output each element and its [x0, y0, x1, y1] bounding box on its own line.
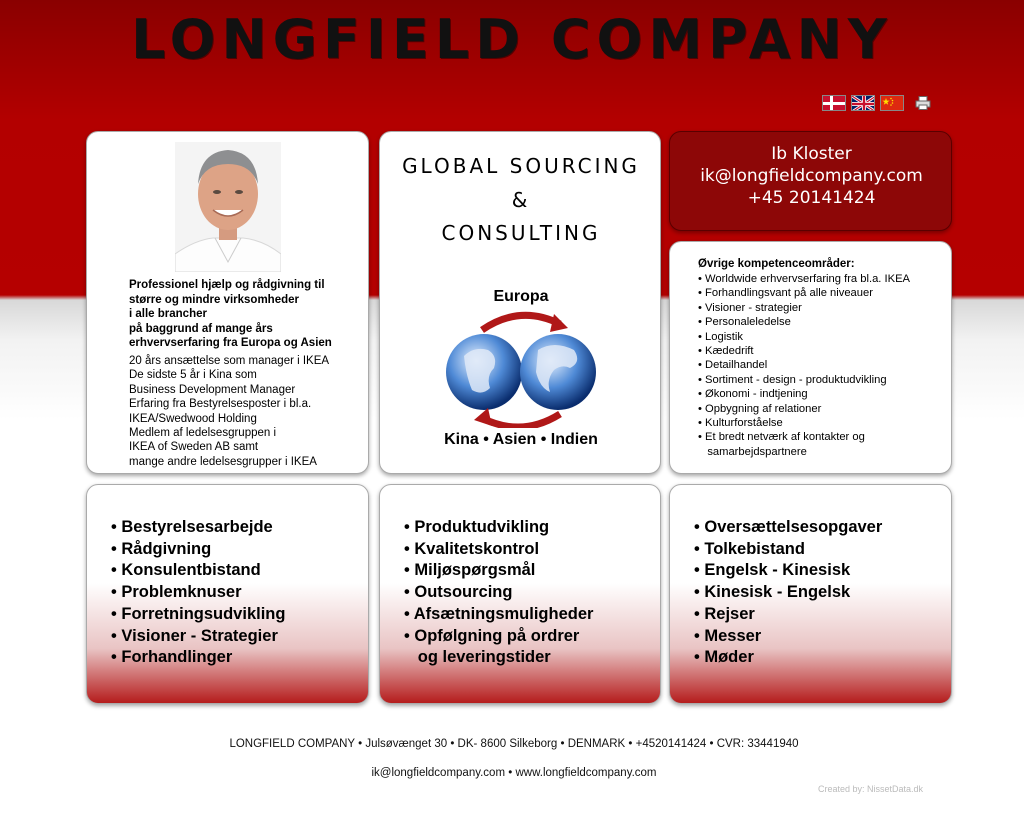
- competence-panel: [669, 241, 952, 474]
- list-item: • Rejser: [694, 604, 755, 623]
- intro-line: større og mindre virksomheder: [129, 293, 299, 306]
- list-item: • Produktudvikling: [404, 518, 550, 536]
- footer-email-link[interactable]: ik@longfieldcompany.com: [371, 767, 506, 779]
- list-item: • Outsourcing: [404, 583, 513, 602]
- intro-line: Professionel hjælp og rådgivning til: [129, 279, 325, 291]
- list-item: • Visioner - Strategier: [111, 626, 278, 645]
- sourcing-panel: [379, 131, 661, 474]
- services-list: [404, 517, 593, 669]
- services-panel-board: [86, 484, 369, 704]
- region-europe-label: Europa: [493, 288, 549, 305]
- print-icon[interactable]: [915, 96, 931, 110]
- contact-panel: [669, 131, 952, 231]
- intro-line: på baggrund af mange års: [129, 322, 273, 335]
- language-selector: [822, 95, 931, 111]
- list-item: • Kulturforståelse: [698, 417, 783, 430]
- list-item: • Kædedrift: [698, 345, 754, 358]
- sourcing-heading-line1: GLOBAL SOURCING: [402, 154, 640, 178]
- list-item: • Forhandlingsvant på alle niveauer: [698, 287, 873, 300]
- sourcing-heading-ampersand: &: [511, 188, 531, 212]
- list-item: • Afsætningsmuligheder: [404, 604, 594, 623]
- list-item: • Visioner - strategier: [698, 301, 802, 314]
- fact-line: IKEA of Sweden AB samt: [129, 441, 259, 454]
- intro-line: i alle brancher: [129, 308, 207, 320]
- contact-phone: +45 20141424: [747, 188, 876, 208]
- list-item: • Logistik: [698, 330, 743, 343]
- footer-address: LONGFIELD COMPANY • Julsøvænget 30 • DK- 8600 Silkeborg • DENMARK • +4520141424 • CVR: 33441940: [229, 738, 799, 750]
- fact-line: Business Development Manager: [129, 383, 296, 396]
- region-asia-label: Kina • Asien • Indien: [444, 431, 598, 448]
- list-item: • Opfølgning på ordrer: [404, 626, 580, 645]
- list-item: • Forretningsudvikling: [111, 604, 286, 623]
- fact-line: IKEA/Swedwood Holding: [129, 412, 257, 425]
- chinese-flag-icon[interactable]: [880, 95, 904, 111]
- list-item: • Opbygning af relationer: [698, 402, 822, 415]
- list-item: • Problemknuser: [111, 583, 242, 602]
- fact-line: Erfaring fra Bestyrelsesposter i bl.a.: [129, 398, 312, 411]
- list-item: • Oversættelsesopgaver: [694, 518, 883, 536]
- list-item: • Kvalitetskontrol: [404, 539, 540, 558]
- list-item: • Engelsk - Kinesisk: [694, 561, 851, 580]
- fact-line: De sidste 5 år i Kina som: [129, 369, 257, 382]
- list-item: • Tolkebistand: [694, 539, 805, 558]
- fact-line: 20 års ansættelse som manager i IKEA: [129, 355, 330, 367]
- list-item: • Worldwide erhvervserfaring fra bl.a. IKEA: [698, 273, 911, 285]
- list-item: • Rådgivning: [111, 539, 212, 558]
- list-item: • Forhandlinger: [111, 648, 233, 667]
- list-item: • Økonomi - indtjening: [698, 388, 808, 401]
- danish-flag-icon[interactable]: [822, 95, 846, 111]
- profile-panel: [86, 131, 369, 474]
- credit-link[interactable]: Created by: NissetData.dk: [818, 784, 924, 794]
- competence-title: Øvrige kompetenceområder:: [698, 258, 855, 270]
- list-item: • Detailhandel: [698, 359, 768, 372]
- list-item: • Et bredt netværk af kontakter og: [698, 431, 865, 444]
- profile-intro: [129, 278, 359, 351]
- competence-list: [698, 272, 948, 459]
- list-item: • Personaleledelse: [698, 316, 791, 329]
- services-list: [111, 517, 285, 669]
- list-item: • Sortiment - design - produktudvikling: [698, 373, 887, 386]
- services-panel-translation: [669, 484, 952, 704]
- page-title: LONGFIELD COMPANY: [131, 8, 893, 71]
- profile-facts: [129, 354, 365, 469]
- list-item: • Miljøspørgsmål: [404, 561, 536, 580]
- list-item: • Konsulentbistand: [111, 561, 261, 580]
- services-panel-product: [379, 484, 661, 704]
- sourcing-heading-line2: CONSULTING: [441, 221, 601, 245]
- contact-name: Ib Kloster: [771, 144, 852, 164]
- english-flag-icon[interactable]: [851, 95, 875, 111]
- list-item: samarbejdspartnere: [698, 445, 807, 458]
- contact-email-link[interactable]: ik@longfieldcompany.com: [700, 166, 923, 186]
- fact-line: mange andre ledelsesgrupper i IKEA: [129, 455, 317, 468]
- services-list: [694, 517, 882, 669]
- footer-links: [0, 767, 1024, 779]
- list-item: og leveringstider: [404, 648, 551, 667]
- fact-line: Medlem af ledelsesgruppen i: [129, 427, 277, 440]
- footer-separator: •: [505, 767, 516, 779]
- list-item: • Bestyrelsesarbejde: [111, 518, 273, 536]
- footer-website-link[interactable]: www.longfieldcompany.com: [515, 767, 657, 779]
- list-item: • Kinesisk - Engelsk: [694, 583, 851, 602]
- intro-line: erhvervserfaring fra Europa og Asien: [129, 337, 332, 349]
- list-item: • Messer: [694, 626, 762, 645]
- list-item: • Møder: [694, 648, 754, 667]
- profile-photo: [175, 142, 281, 272]
- globe-icon: [442, 310, 600, 428]
